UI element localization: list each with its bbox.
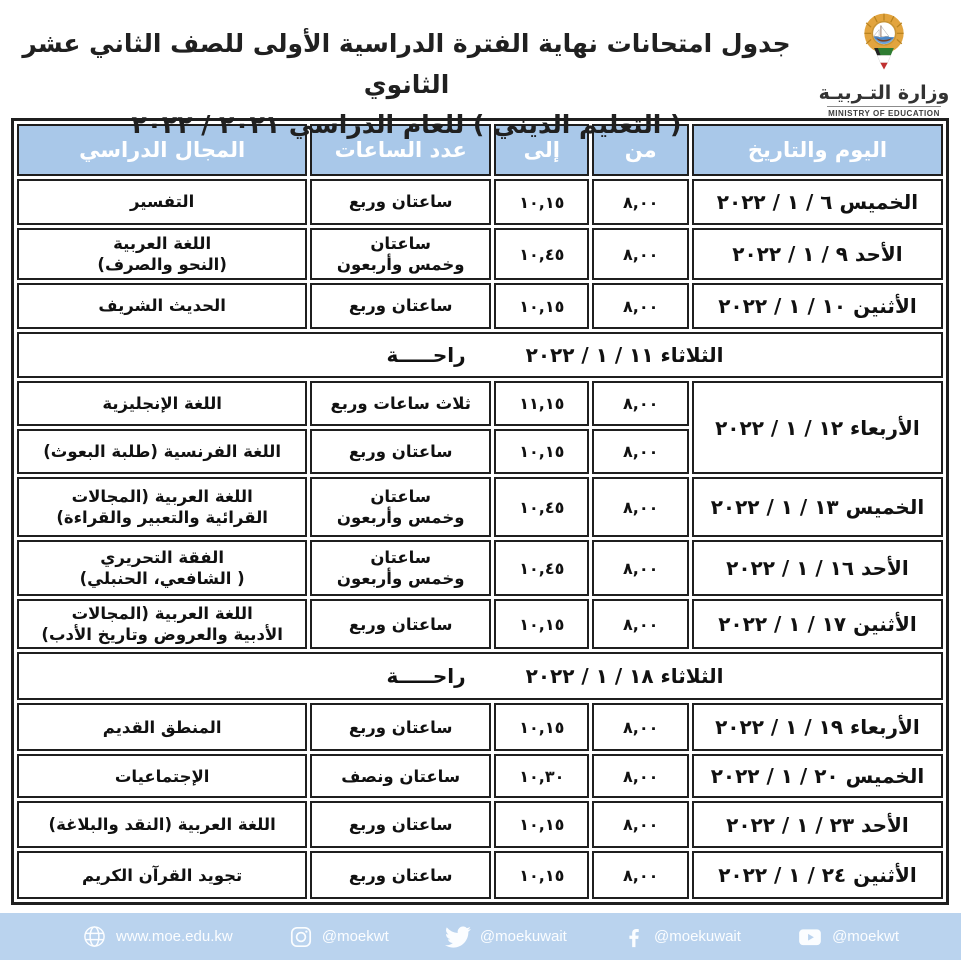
- duration: ثلاث ساعات وربع: [310, 381, 491, 426]
- end-time: ١٠,١٥: [494, 283, 589, 329]
- table-row: [17, 228, 943, 280]
- end-time: ١٠,١٥: [494, 599, 589, 649]
- document-header: [0, 0, 961, 139]
- youtube-icon: [797, 924, 823, 950]
- table-row: [17, 540, 943, 596]
- table-row: [17, 477, 943, 537]
- rest-label: راحـــــة: [386, 664, 466, 689]
- rest-label: راحـــــة: [386, 343, 466, 367]
- end-time: ١٠,٤٥: [494, 477, 589, 537]
- start-time: ٨,٠٠: [592, 283, 688, 329]
- youtube-handle: @moekwt: [832, 928, 899, 945]
- facebook-handle: @moekuwait: [654, 928, 741, 945]
- subject: المنطق القديم: [17, 703, 307, 751]
- duration: ساعتان وخمس وأربعون: [310, 228, 491, 280]
- subject: اللغة العربية (النحو والصرف): [17, 228, 307, 280]
- ministry-name-english: MINISTRY OF EDUCATION: [828, 109, 940, 118]
- duration: ساعتان وربع: [310, 801, 491, 848]
- exam-date: الخميس ٦ / ١ / ٢٠٢٢: [692, 179, 943, 225]
- title-line-2: ( التعليم الديني ) للعام الدراسي ٢٠٢١ / ٢٠٢٢: [131, 110, 682, 139]
- footer-bar: [0, 913, 961, 960]
- start-time: ٨,٠٠: [592, 801, 688, 848]
- exam-date: الأحد ٢٣ / ١ / ٢٠٢٢: [692, 801, 943, 848]
- table-row: [17, 801, 943, 848]
- rest-date: الثلاثاء ١٨ / ١ / ٢٠٢٢: [525, 664, 724, 689]
- end-time: ١٠,٤٥: [494, 540, 589, 596]
- table-row: [17, 381, 943, 426]
- exam-date: الأربعاء ١٢ / ١ / ٢٠٢٢: [692, 381, 943, 474]
- start-time: ٨,٠٠: [592, 851, 688, 899]
- duration: ساعتان وربع: [310, 283, 491, 329]
- end-time: ١٠,٣٠: [494, 754, 589, 798]
- website-label: www.moe.edu.kw: [116, 928, 233, 945]
- duration: ساعتان وخمس وأربعون: [310, 540, 491, 596]
- duration: ساعتان وربع: [310, 429, 491, 474]
- end-time: ١٠,١٥: [494, 801, 589, 848]
- start-time: ٨,٠٠: [592, 381, 688, 426]
- exam-date: الأثنين ٢٤ / ١ / ٢٠٢٢: [692, 851, 943, 899]
- start-time: ٨,٠٠: [592, 477, 688, 537]
- duration: ساعتان وخمس وأربعون: [310, 477, 491, 537]
- end-time: ١٠,١٥: [494, 429, 589, 474]
- column-header-to: إلى: [494, 124, 589, 176]
- exam-date: الأثنين ١٧ / ١ / ٢٠٢٢: [692, 599, 943, 649]
- exam-date: الأثنين ١٠ / ١ / ٢٠٢٢: [692, 283, 943, 329]
- subject: الحديث الشريف: [17, 283, 307, 329]
- table-row: [17, 851, 943, 899]
- footer-twitter: [445, 924, 567, 950]
- rest-date: الثلاثاء ١١ / ١ / ٢٠٢٢: [525, 343, 724, 367]
- ministry-logo: [813, 8, 955, 118]
- subject: اللغة الفرنسية (طلبة البعوث): [17, 429, 307, 474]
- end-time: ١٠,١٥: [494, 851, 589, 899]
- title-line-1: جدول امتحانات نهاية الفترة الدراسية الأولى للصف الثاني عشر الثانوي: [22, 29, 791, 99]
- subject: الفقة التحريري ( الشافعي، الحنبلي): [17, 540, 307, 596]
- start-time: ٨,٠٠: [592, 228, 688, 280]
- column-header-subject: المجال الدراسي: [17, 124, 307, 176]
- table-row: [17, 599, 943, 649]
- column-header-day: اليوم والتاريخ: [692, 124, 943, 176]
- logo-divider: [827, 106, 941, 107]
- twitter-handle: @moekuwait: [479, 928, 567, 945]
- facebook-icon: [623, 926, 645, 948]
- end-time: ١٠,١٥: [494, 703, 589, 751]
- start-time: ٨,٠٠: [592, 429, 688, 474]
- subject: التفسير: [17, 179, 307, 225]
- start-time: ٨,٠٠: [592, 540, 688, 596]
- footer-facebook: [623, 926, 741, 948]
- ministry-name-arabic: وزارة التـربيـة: [818, 82, 950, 105]
- rest-day-cell: [17, 332, 943, 378]
- kuwait-coat-of-arms-icon: [846, 10, 922, 81]
- instagram-handle: @moekwt: [321, 928, 389, 945]
- table-row: [17, 283, 943, 329]
- exam-date: الأربعاء ١٩ / ١ / ٢٠٢٢: [692, 703, 943, 751]
- rest-day-cell: [17, 652, 943, 700]
- start-time: ٨,٠٠: [592, 703, 688, 751]
- subject: اللغة العربية (النقد والبلاغة): [17, 801, 307, 848]
- rest-day-row: [17, 652, 943, 700]
- column-header-hours: عدد الساعات: [310, 124, 491, 176]
- exam-date: الأحد ١٦ / ١ / ٢٠٢٢: [692, 540, 943, 596]
- duration: ساعتان وربع: [310, 851, 491, 899]
- twitter-icon: [445, 924, 471, 950]
- globe-icon: [82, 924, 107, 949]
- duration: ساعتان وربع: [310, 179, 491, 225]
- subject: تجويد القرآن الكريم: [17, 851, 307, 899]
- duration: ساعتان وربع: [310, 703, 491, 751]
- table-row: [17, 179, 943, 225]
- subject: الإجتماعيات: [17, 754, 307, 798]
- subject: اللغة العربية (المجالات الأدبية والعروض وتاريخ الأدب): [17, 599, 307, 649]
- table-row: [17, 754, 943, 798]
- exam-date: الخميس ٢٠ / ١ / ٢٠٢٢: [692, 754, 943, 798]
- footer-website: [82, 924, 233, 949]
- end-time: ١٠,١٥: [494, 179, 589, 225]
- instagram-icon: [289, 925, 313, 949]
- exam-date: الأحد ٩ / ١ / ٢٠٢٢: [692, 228, 943, 280]
- footer-instagram: [289, 925, 389, 949]
- subject: اللغة الإنجليزية: [17, 381, 307, 426]
- end-time: ١٠,٤٥: [494, 228, 589, 280]
- duration: ساعتان ونصف: [310, 754, 491, 798]
- start-time: ٨,٠٠: [592, 754, 688, 798]
- rest-day-row: [17, 332, 943, 378]
- end-time: ١١,١٥: [494, 381, 589, 426]
- subject: اللغة العربية (المجالات القرائية والتعبير والقراءة): [17, 477, 307, 537]
- table-row: [17, 703, 943, 751]
- exam-schedule-table: [11, 118, 949, 905]
- duration: ساعتان وربع: [310, 599, 491, 649]
- footer-youtube: [797, 924, 899, 950]
- column-header-from: من: [592, 124, 688, 176]
- exam-date: الخميس ١٣ / ١ / ٢٠٢٢: [692, 477, 943, 537]
- document-title: [0, 8, 813, 139]
- start-time: ٨,٠٠: [592, 179, 688, 225]
- start-time: ٨,٠٠: [592, 599, 688, 649]
